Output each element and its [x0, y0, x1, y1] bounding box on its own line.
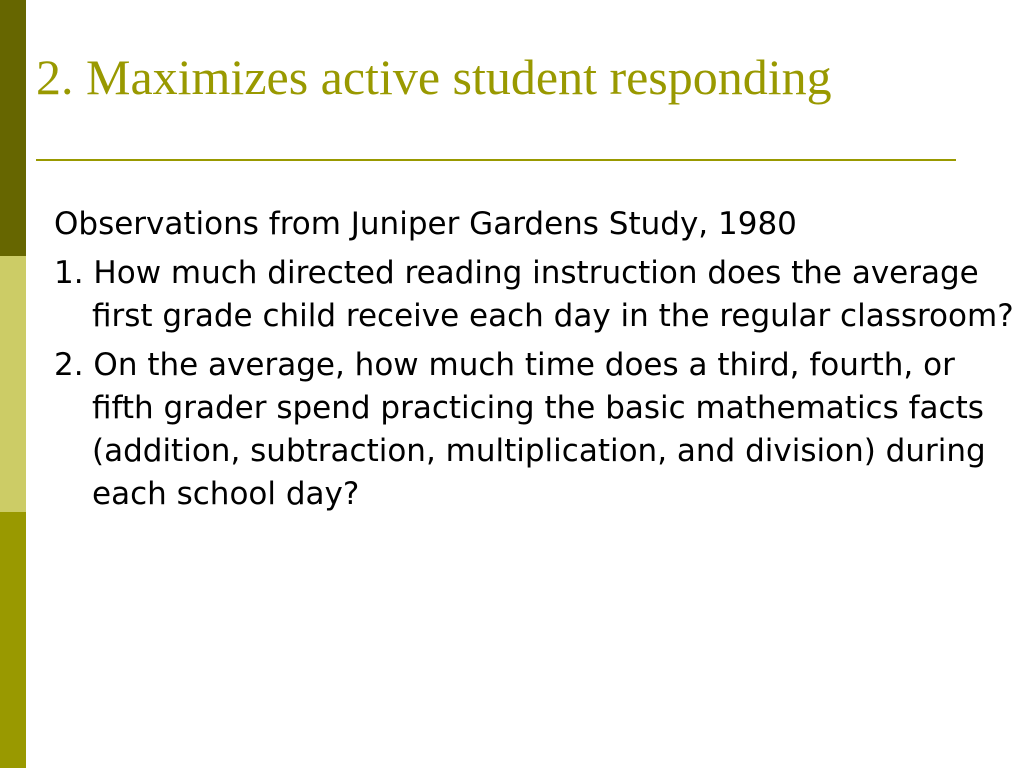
body-paragraph-question-1: 1. How much directed reading instruction does the average first grade child receive each day in the regular classroom?	[54, 255, 1014, 334]
side-bar-top	[0, 0, 26, 256]
title-underline	[36, 159, 956, 161]
body-paragraph-question-2: 2. On the average, how much time does a third, fourth, or fifth grader spend practicing the basic mathematics facts (addition, subtraction, multiplication, and division) during each school day?	[54, 347, 986, 512]
slide-title: 2. Maximizes active student responding	[36, 49, 832, 105]
side-bar-bottom	[0, 512, 26, 768]
side-bar-middle	[0, 256, 26, 512]
body-paragraph-intro: Observations from Juniper Gardens Study, 1980	[54, 206, 797, 242]
slide-body	[54, 203, 1014, 522]
